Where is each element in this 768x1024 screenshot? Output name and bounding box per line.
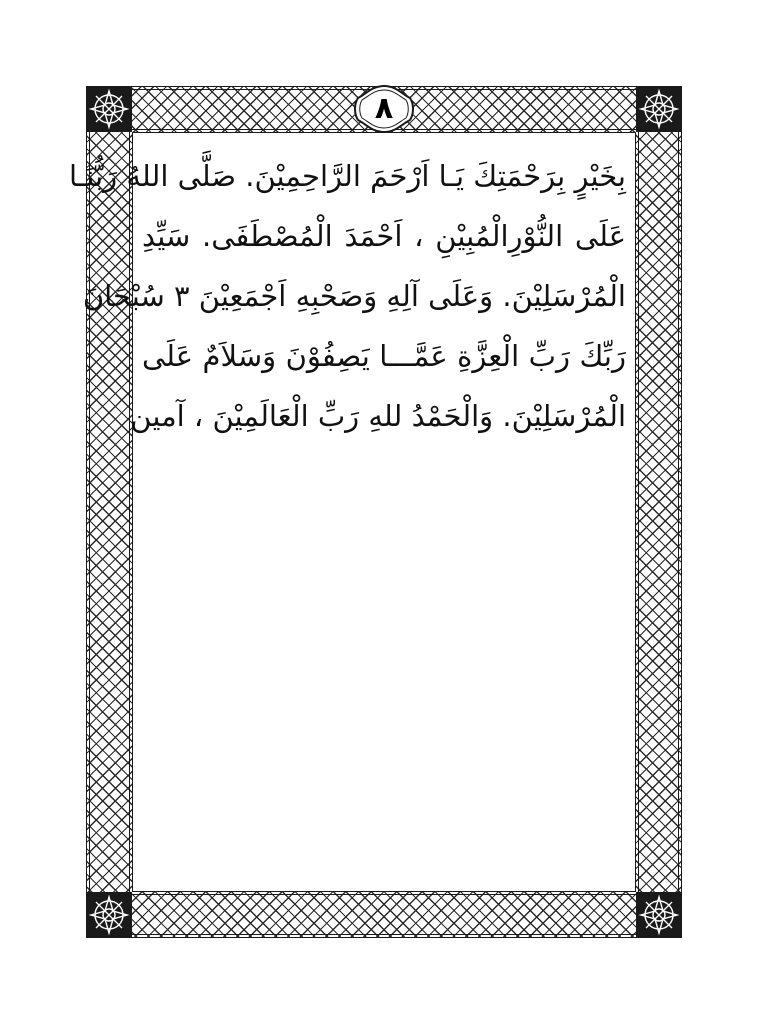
text-line-1: بِخَيْرٍ بِرَحْمَتِكَ يَـا اَرْحَمَ الرَّاحِمِيْنَ. صَلَّى اللهُ رَبُّنَـا — [68, 159, 626, 193]
corner-rosette-icon — [86, 892, 132, 938]
prayer-text-block — [68, 146, 626, 446]
page-number: ٨ — [374, 91, 394, 126]
text-line-3: الْمُرْسَلِيْنَ. وَعَلَى آلِهِ وَصَحْبِهِ اَجْمَعِيْنَ ٣ سُبْحَانَ — [82, 279, 626, 313]
text-line-4: رَبِّكَ رَبِّ الْعِزَّةِ عَمَّـــا يَصِفُوْنَ وَسَلاَمٌ عَلَى — [142, 339, 626, 373]
page-number-badge — [352, 84, 416, 134]
text-line-5: الْمُرْسَلِيْنَ. وَالْحَمْدُ للهِ رَبِّ الْعَالَمِيْنَ ، آمين — [130, 399, 626, 433]
text-line-2: عَلَى النُّوْرِالْمُبِيْنِ ، اَحْمَدَ الْمُصْطَفَى. سَيِّدِ — [142, 219, 626, 253]
corner-rosette-icon — [86, 86, 132, 132]
corner-rosette-icon — [636, 892, 682, 938]
corner-rosette-icon — [636, 86, 682, 132]
